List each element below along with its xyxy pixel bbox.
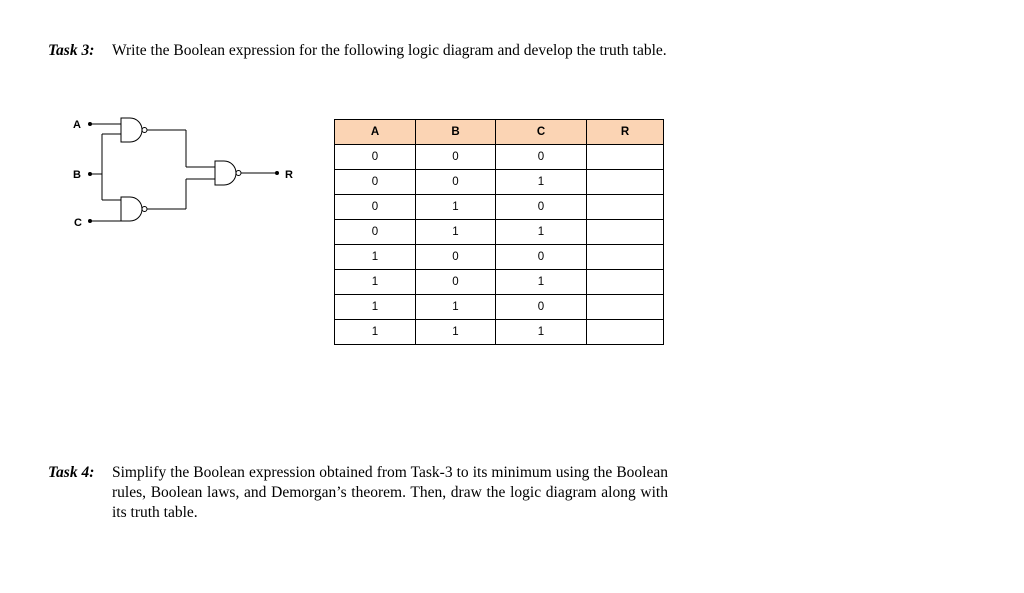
nand-gate-2	[121, 197, 147, 221]
table-cell-b: 0	[416, 270, 496, 295]
table-cell-b: 1	[416, 220, 496, 245]
table-cell-a: 1	[335, 245, 416, 270]
table-row	[335, 245, 664, 270]
table-cell-a: 0	[335, 220, 416, 245]
table-cell-c: 0	[496, 245, 587, 270]
table-cell-a: 0	[335, 170, 416, 195]
table-row	[335, 270, 664, 295]
task-4-text: Simplify the Boolean expression obtained from Task-3 to its minimum using the Boolean rules, Boolean laws, and Demorgan’s theorem. Then, draw the logic diagram along with its truth table.	[112, 464, 668, 521]
nand-gate-3	[215, 161, 241, 185]
table-cell-a: 0	[335, 145, 416, 170]
table-cell-b: 0	[416, 245, 496, 270]
table-cell-b: 1	[416, 295, 496, 320]
input-label-b: B	[73, 169, 81, 181]
truth-table	[334, 119, 664, 345]
input-label-a: A	[73, 119, 81, 131]
table-cell-r	[587, 245, 664, 270]
table-cell-c: 1	[496, 320, 587, 345]
column-header-r: R	[587, 120, 664, 145]
nand-gate-1	[121, 118, 147, 142]
table-cell-r	[587, 220, 664, 245]
table-cell-a: 1	[335, 270, 416, 295]
table-row	[335, 295, 664, 320]
table-cell-r	[587, 270, 664, 295]
output-terminal	[276, 172, 279, 175]
table-cell-a: 1	[335, 320, 416, 345]
table-cell-c: 0	[496, 195, 587, 220]
truth-table-body	[335, 145, 664, 345]
table-row	[335, 145, 664, 170]
task-4-heading: Task 4:	[48, 464, 95, 481]
table-cell-c: 1	[496, 220, 587, 245]
task-3-text: Write the Boolean expression for the following logic diagram and develop the truth table.	[112, 42, 667, 59]
task-3-heading: Task 3:	[48, 42, 95, 59]
table-cell-b: 0	[416, 145, 496, 170]
table-cell-r	[587, 295, 664, 320]
column-header-c: C	[496, 120, 587, 145]
table-cell-c: 1	[496, 270, 587, 295]
table-cell-r	[587, 320, 664, 345]
column-header-b: B	[416, 120, 496, 145]
table-cell-c: 1	[496, 170, 587, 195]
table-cell-a: 0	[335, 195, 416, 220]
logic-diagram	[70, 112, 310, 232]
table-row	[335, 220, 664, 245]
table-cell-a: 1	[335, 295, 416, 320]
output-label-r: R	[285, 169, 293, 181]
table-cell-r	[587, 145, 664, 170]
table-cell-b: 1	[416, 320, 496, 345]
table-cell-c: 0	[496, 145, 587, 170]
task-4-paragraph	[48, 463, 668, 523]
table-row	[335, 170, 664, 195]
table-row	[335, 320, 664, 345]
input-label-c: C	[74, 217, 82, 229]
table-cell-r	[587, 195, 664, 220]
column-header-a: A	[335, 120, 416, 145]
table-header-row	[335, 120, 664, 145]
table-row	[335, 195, 664, 220]
table-cell-b: 1	[416, 195, 496, 220]
table-cell-b: 0	[416, 170, 496, 195]
task-3-paragraph	[48, 41, 668, 61]
table-cell-c: 0	[496, 295, 587, 320]
table-cell-r	[587, 170, 664, 195]
